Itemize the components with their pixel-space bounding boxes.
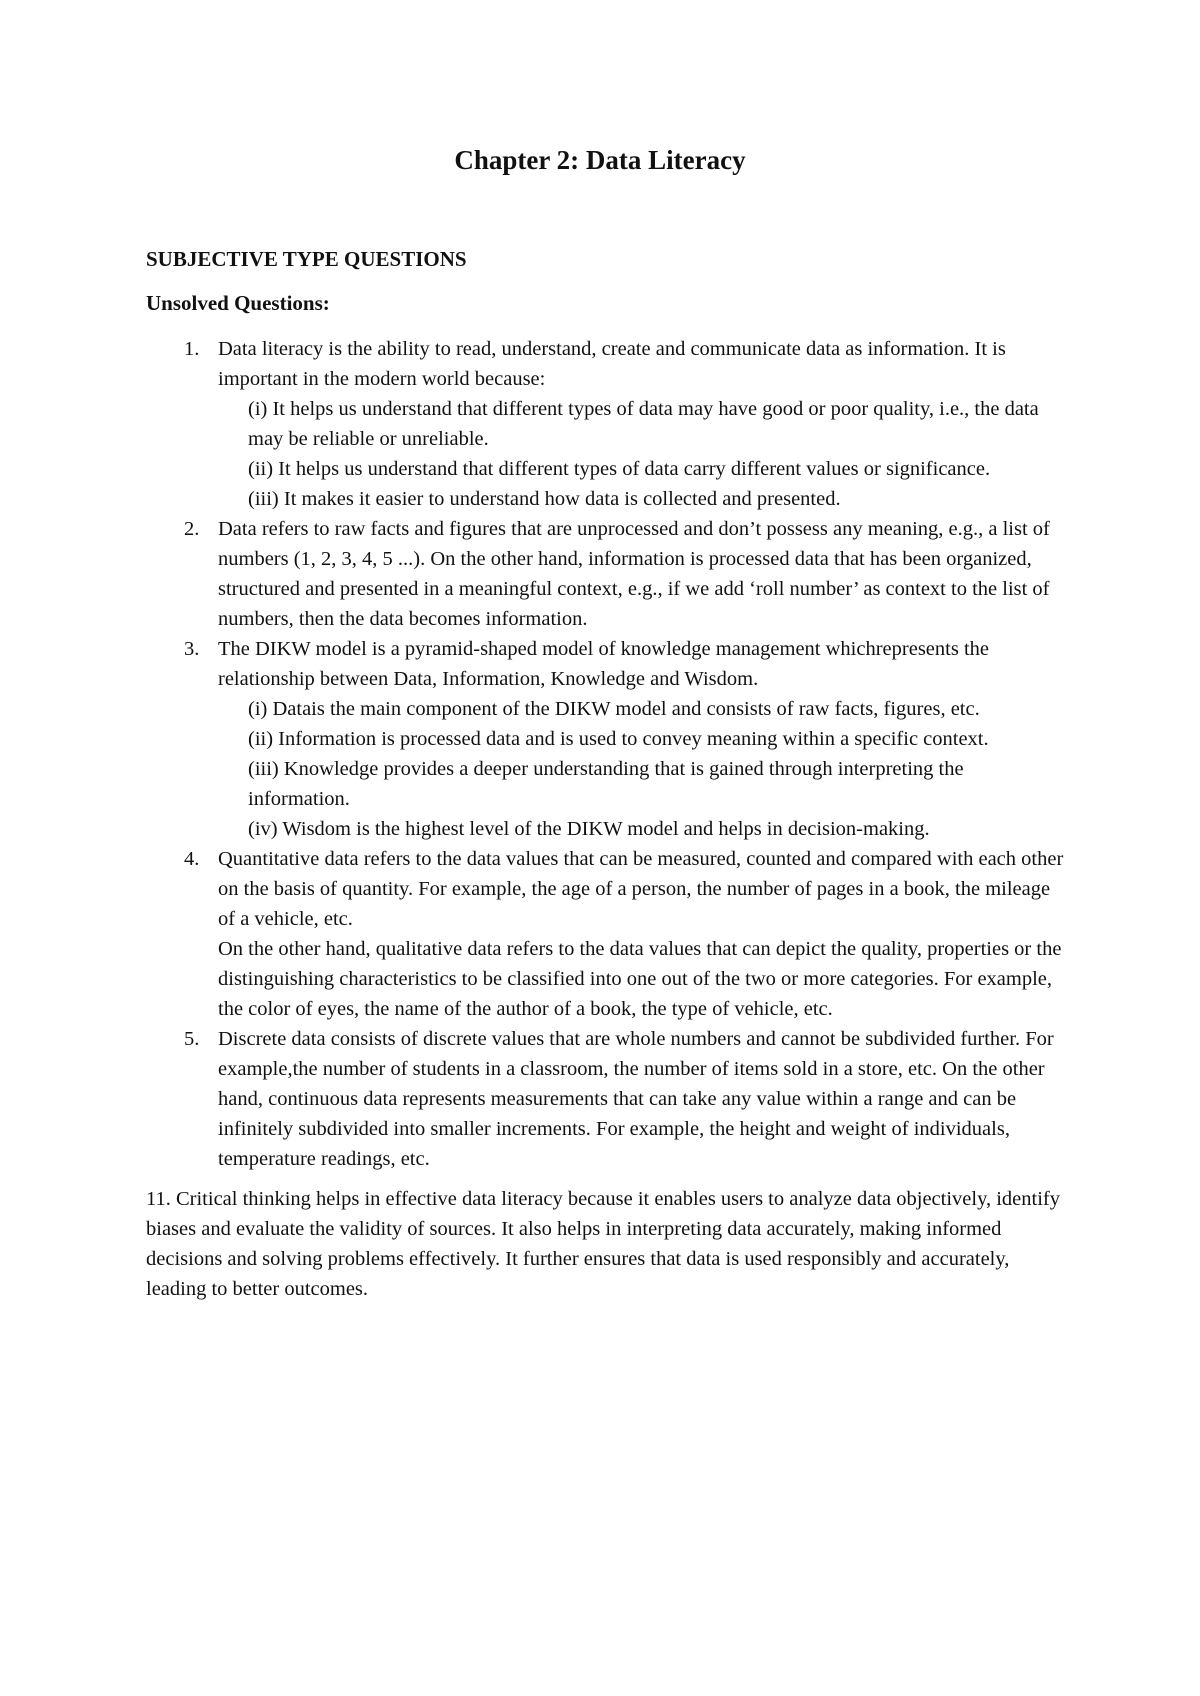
answer-item-11 xyxy=(146,1184,1066,1304)
sub-point: (ii) Information is processed data and is used to convey meaning within a specific context. xyxy=(248,728,989,750)
sub-points xyxy=(218,394,1066,514)
section-heading: SUBJECTIVE TYPE QUESTIONS xyxy=(146,247,467,271)
answer-text: Data literacy is the ability to read, understand, create and communicate data as information. It is important in the modern world because: xyxy=(218,338,1006,390)
answers-list xyxy=(146,334,1066,1304)
answer-text: On the other hand, qualitative data refers to the data values that can depict the quality, properties or the distinguishing characteristics to be classified into one out of the two or more categories. For example, the color of eyes, the name of the author of a book, the type of vehicle, etc. xyxy=(218,938,1062,1020)
answer-number: 5. xyxy=(184,1028,200,1050)
answer-number: 4. xyxy=(184,848,200,870)
sub-point: (iii) It makes it easier to understand how data is collected and presented. xyxy=(248,488,841,510)
sub-point: (iii) Knowledge provides a deeper understanding that is gained through interpreting the information. xyxy=(248,758,964,810)
answer-text: Quantitative data refers to the data values that can be measured, counted and compared with each other on the basis of quantity. For example, the age of a person, the number of pages in a book, the mileage of a vehicle, etc. xyxy=(218,848,1064,930)
answer-item-3 xyxy=(146,634,1066,844)
answer-text: Discrete data consists of discrete values that are whole numbers and cannot be subdivided further. For example,the number of students in a classroom, the number of items sold in a store, etc. On the other hand, continuous data represents measurements that can take any value within a range and can be infinitely subdivided into smaller increments. For example, the height and weight of individuals, temperature readings, etc. xyxy=(218,1028,1054,1170)
chapter-title: Chapter 2: Data Literacy xyxy=(454,145,746,175)
sub-points xyxy=(218,694,1066,844)
answer-text: The DIKW model is a pyramid-shaped model of knowledge management whichrepresents the relationship between Data, Information, Knowledge and Wisdom. xyxy=(218,638,989,690)
answer-number: 3. xyxy=(184,638,200,660)
answer-text: 11. Critical thinking helps in effective data literacy because it enables users to analyze data objectively, identify biases and evaluate the validity of sources. It also helps in interpreting data accurately, making informed decisions and solving problems effectively. It further ensures that data is used responsibly and accurately, leading to better outcomes. xyxy=(146,1188,1061,1300)
answer-number: 2. xyxy=(184,518,200,540)
answer-text: Data refers to raw facts and figures that are unprocessed and don’t possess any meaning, e.g., a list of numbers (1, 2, 3, 4, 5 ...). On the other hand, information is processed data that has been organized, structured and presented in a meaningful context, e.g., if we add ‘roll number’ as context to the list of numbers, then the data becomes information. xyxy=(218,518,1050,630)
sub-point: (ii) It helps us understand that different types of data carry different values or significance. xyxy=(248,458,991,480)
sub-heading: Unsolved Questions: xyxy=(146,291,330,315)
answer-item-5 xyxy=(146,1024,1066,1174)
answer-item-2 xyxy=(146,514,1066,634)
sub-point: (i) It helps us understand that different types of data may have good or poor quality, i.e., the data may be reliable or unreliable. xyxy=(248,398,1039,450)
sub-point: (iv) Wisdom is the highest level of the DIKW model and helps in decision-making. xyxy=(248,818,930,840)
sub-point: (i) Datais the main component of the DIKW model and consists of raw facts, figures, etc. xyxy=(248,698,980,720)
answer-item-4 xyxy=(146,844,1066,1024)
answer-item-1 xyxy=(146,334,1066,514)
answer-number: 1. xyxy=(184,338,200,360)
